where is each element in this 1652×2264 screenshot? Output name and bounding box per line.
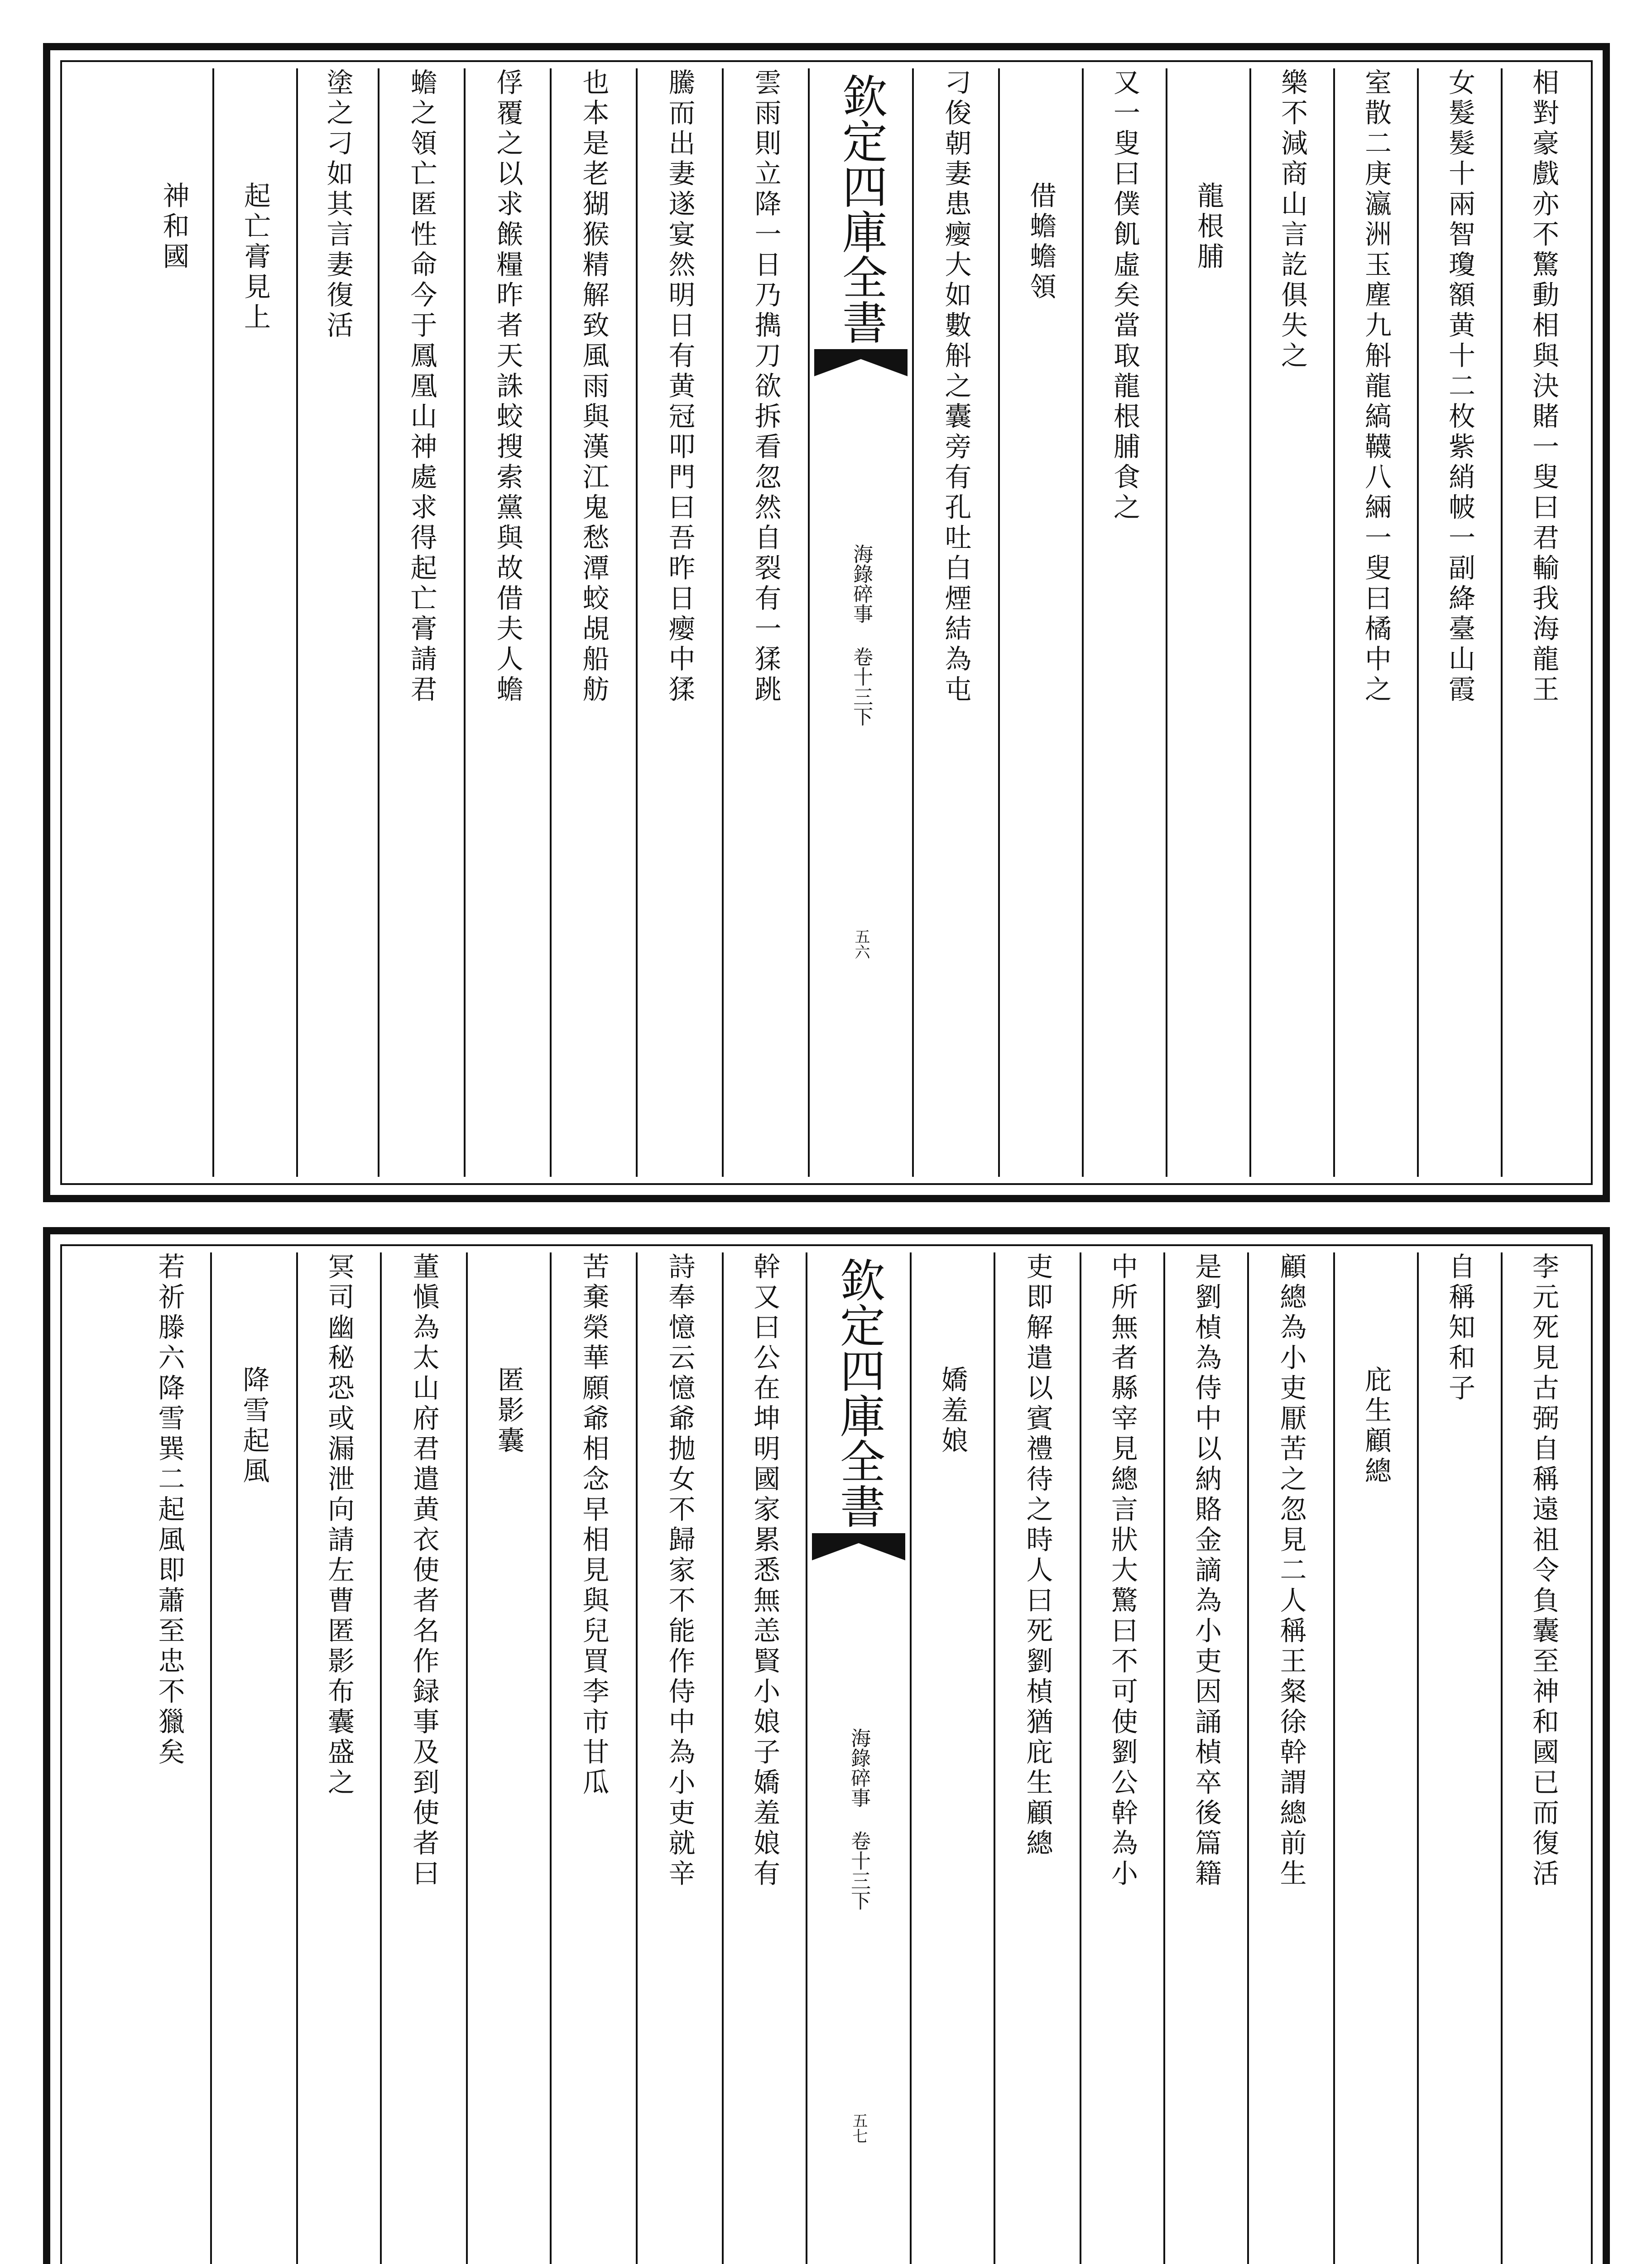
text-column — [912, 68, 998, 1177]
text-column — [129, 1252, 210, 2264]
folio-number: 五七 — [850, 2113, 868, 2144]
text-column — [1333, 68, 1417, 1177]
upper-page — [43, 43, 1610, 1202]
column-text: 苦棄榮華願爺相念早相見與兒買李市甘瓜 — [578, 1252, 610, 1799]
book-title: 欽定四庫全書 — [835, 73, 888, 345]
column-text: 俘覆之以求餱糧昨者天誅蛟搜索黨與故借夫人蟾 — [492, 68, 523, 705]
column-text: 室散二庚瀛洲玉塵九斛龍縞韈八緉一叟曰橘中之 — [1360, 68, 1392, 705]
column-text: 是劉楨為侍中以納賂金謫為小吏因誦楨卒後篇籍 — [1191, 1252, 1222, 1890]
center-strip — [806, 1252, 910, 2264]
entry-heading: 匿影囊 — [493, 1366, 524, 1457]
column-text: 幹又曰公在坤明國家累悉無恙賢小娘子嬌羞娘有 — [749, 1252, 780, 1890]
text-column — [466, 1252, 550, 2264]
entry-heading: 嬌羞娘 — [937, 1366, 968, 1457]
text-column — [1247, 1252, 1333, 2264]
text-column — [994, 1252, 1080, 2264]
text-column — [998, 68, 1082, 1177]
text-column — [464, 68, 550, 1177]
column-text: 樂不減商山言訖俱失之 — [1277, 68, 1308, 372]
volume-label: 海錄碎事 卷十三下 — [850, 544, 873, 726]
column-text: 相對豪戲亦不驚動相與決賭一叟曰君輸我海龍王 — [1528, 68, 1559, 705]
entry-heading: 神和國 — [158, 182, 190, 273]
upper-page-columns — [68, 68, 1585, 1177]
text-column — [1080, 1252, 1163, 2264]
text-column — [1082, 68, 1166, 1177]
text-column — [210, 1252, 296, 2264]
book-title: 欽定四庫全書 — [832, 1257, 885, 1529]
entry-heading: 龍根脯 — [1193, 182, 1224, 273]
column-text: 騰而出妻遂宴然明日有黄冠叩門曰吾昨日瘿中猱 — [664, 68, 696, 705]
text-column — [1501, 68, 1585, 1177]
fishtail-mark — [814, 349, 908, 376]
column-text: 蟾之領亡匿性命今于鳳凰山神處求得起亡膏請君 — [406, 68, 437, 705]
column-text: 吏即解遣以賓禮待之時人曰死劉楨猶庇生顧總 — [1022, 1252, 1053, 1859]
center-strip — [808, 68, 912, 1177]
text-column — [380, 1252, 466, 2264]
text-column — [1501, 1252, 1585, 2264]
lower-page-columns — [68, 1252, 1585, 2264]
text-column — [636, 1252, 722, 2264]
text-column — [212, 68, 296, 1177]
column-text: 顧總為小吏厭苦之忽見二人稱王粲徐幹謂總前生 — [1275, 1252, 1307, 1890]
column-text: 李元死見古弼自稱遠祖令負囊至神和國已而復活 — [1528, 1252, 1559, 1890]
text-column — [296, 1252, 380, 2264]
fishtail-mark — [812, 1533, 905, 1560]
column-text: 自稱知和子 — [1444, 1252, 1475, 1404]
column-text: 刁俊朝妻患瘿大如數斛之囊旁有孔吐白煙結為屯 — [940, 68, 972, 705]
entry-heading: 降雪起風 — [238, 1366, 270, 1487]
text-column — [722, 68, 808, 1177]
text-column — [135, 68, 212, 1177]
text-column — [1166, 68, 1249, 1177]
column-text: 雲雨則立降一日乃擕刀欲拆看忽然自裂有一猱跳 — [750, 68, 782, 705]
column-text: 詩奉憶云憶爺抛女不歸家不能作侍中為小吏就辛 — [664, 1252, 696, 1890]
text-column — [1163, 1252, 1247, 2264]
column-text: 冥司幽秘恐或漏泄向請左曹匿影布囊盛之 — [323, 1252, 355, 1799]
text-column — [1417, 1252, 1501, 2264]
column-text: 塗之刁如其言妻復活 — [322, 68, 354, 341]
text-column — [296, 68, 378, 1177]
text-column — [1333, 1252, 1417, 2264]
column-text: 若祈滕六降雪巽二起風即蕭至忠不獵矣 — [154, 1252, 185, 1768]
entry-heading: 庇生顧總 — [1360, 1366, 1392, 1487]
text-column — [722, 1252, 806, 2264]
column-text: 中所無者縣宰見總言狀大驚曰不可使劉公幹為小 — [1107, 1252, 1138, 1890]
text-column — [1417, 68, 1501, 1177]
entry-heading: 借蟾蟾領 — [1025, 182, 1057, 303]
text-column — [378, 68, 464, 1177]
text-column — [1249, 68, 1333, 1177]
entry-heading: 起亡膏見上 — [240, 182, 271, 333]
folio-number: 五六 — [852, 929, 870, 959]
text-column — [636, 68, 722, 1177]
column-text: 又一叟曰僕飢虛矣當取龍根脯食之 — [1109, 68, 1140, 523]
column-text: 女髮髮十兩智瓊額黄十二枚紫綃帔一副絳臺山霞 — [1444, 68, 1475, 705]
text-column — [910, 1252, 994, 2264]
volume-label: 海錄碎事 卷十三下 — [847, 1728, 871, 1910]
lower-page — [43, 1227, 1610, 2264]
column-text: 董愼為太山府君遣黄衣使者名作録事及到使者曰 — [408, 1252, 440, 1890]
text-column — [550, 1252, 636, 2264]
column-text: 也本是老猢猴精解致風雨與漢江鬼愁潭蛟覘船舫 — [578, 68, 610, 705]
text-column — [550, 68, 636, 1177]
